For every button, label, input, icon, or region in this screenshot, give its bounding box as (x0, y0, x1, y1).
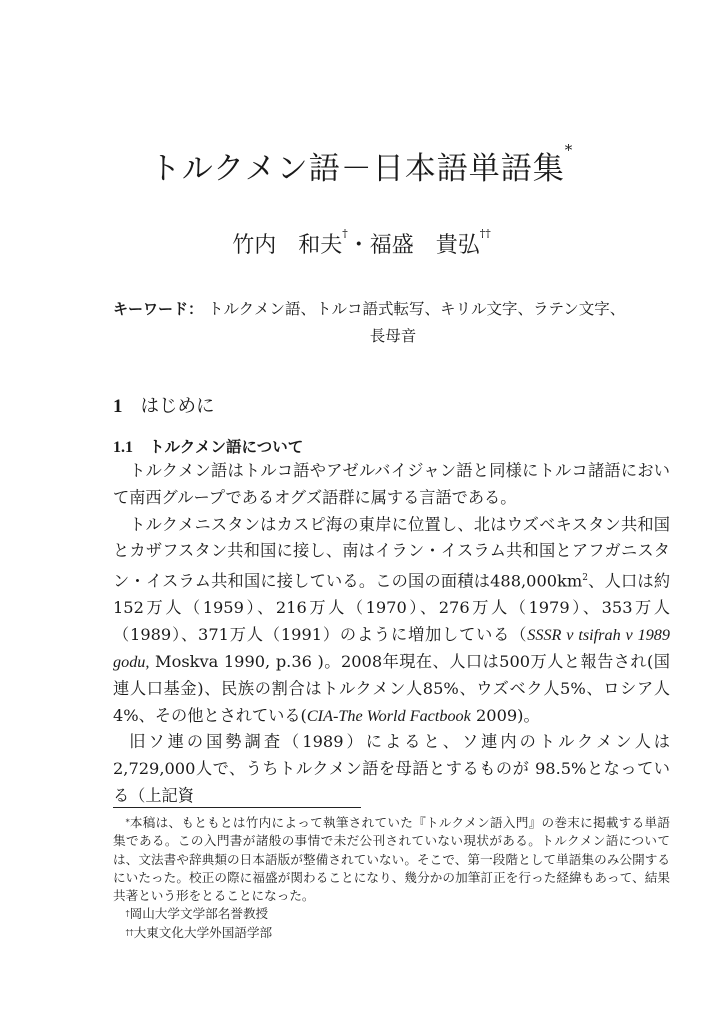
paragraph-2-part-a: トルクメニスタンはカスピ海の東岸に位置し、北はウズベキスタン共和国とカザフスタン共和国に接し、南はイラン・イスラム共和国とアフガニスタン・イスラム共和国に接している。この国の面積は488,000km (113, 514, 670, 591)
footnotes (113, 814, 670, 942)
author-2-mark: †† (479, 227, 491, 240)
footnote-aff2-mark: †† (125, 927, 134, 937)
footnote-main (113, 814, 670, 905)
citation-cia-factbook: CIA-The World Factbook (306, 706, 471, 725)
footnote-aff1-mark: † (125, 909, 130, 919)
title-footnote-mark: * (564, 141, 574, 159)
author-1: 竹内 和夫 (232, 233, 343, 258)
citation-sssr: SSSR v tsifrah v 1989 godu, (113, 626, 670, 671)
superscript-2: 2 (582, 573, 588, 584)
paragraph-2-part-d: 2009)。 (470, 705, 540, 725)
keywords-label: キーワード： (113, 300, 204, 318)
subsection-number: 1.1 (113, 439, 133, 456)
subsection-heading-1-1 (113, 435, 303, 457)
footnote-affiliation-2 (113, 924, 670, 942)
paper-title-text: トルクメン語－日本語単語集 (149, 151, 565, 187)
author-line (0, 228, 723, 259)
section-title: はじめに (140, 396, 215, 417)
keywords-list-line1: トルクメン語、トルコ語式転写、キリル文字、ラテン文字、 (207, 300, 626, 318)
subsection-title: トルクメン語について (149, 438, 304, 456)
body-text (113, 458, 670, 810)
section-heading-1 (113, 392, 215, 418)
footnote-aff1-text: 岡山大学文学部名誉教授 (129, 906, 269, 922)
footnote-main-mark: * (125, 818, 130, 827)
paragraph-2 (113, 512, 670, 730)
footnote-main-text: 本稿は、もともとは竹内によって執筆されていた『トルクメン語入門』の巻末に掲載する単語集である。この入門書が諸般の事情で未だ公刊されていない現状がある。トルクメン語については、文法書や辞典類の日本語版が整備されていない。そこで、第一段階として単語集のみ公開するにいたった。校正の際に福盛が関わることになり、幾分かの加筆訂正を行った経緯もあって、結果共著という形をとることになった。 (113, 815, 670, 904)
author-separator: ・ (347, 233, 370, 258)
author-1-mark: † (342, 227, 348, 240)
footnote-divider (113, 807, 361, 808)
paper-title (0, 143, 723, 188)
keywords-block (113, 296, 673, 350)
keywords-list-line2: 長母音 (369, 327, 417, 345)
footnote-aff2-text: 大東文化大学外国語学部 (133, 924, 273, 940)
section-number: 1 (113, 396, 123, 417)
paragraph-3: 旧ソ連の国勢調査（1989）によると、ソ連内のトルクメン人は2,729,000人で、うちトルクメン語を母語とするものが 98.5%となっている（上記資 (113, 732, 670, 805)
paragraph-2-part-b: 、人口は約152万人（1959）、216万人（1970）、276万人（1979）、353万人（1989）、371万人（1991）のように増加している（ (113, 571, 671, 645)
footnote-affiliation-1 (113, 905, 670, 923)
paragraph-1: トルクメン語はトルコ語やアゼルバイジャン語と同様にトルコ諸語において南西グループであるオグズ語群に属する言語である。 (113, 461, 670, 507)
author-2: 福盛 貴弘 (369, 233, 480, 258)
paragraph-2-part-c: Moskva 1990, p.36 )。2008年現在、人口は500万人と報告され(国連人口基金)、民族の割合はトルクメン人85%、ウズベク人5%、ロシア人4%、その他とされている( (113, 651, 670, 725)
